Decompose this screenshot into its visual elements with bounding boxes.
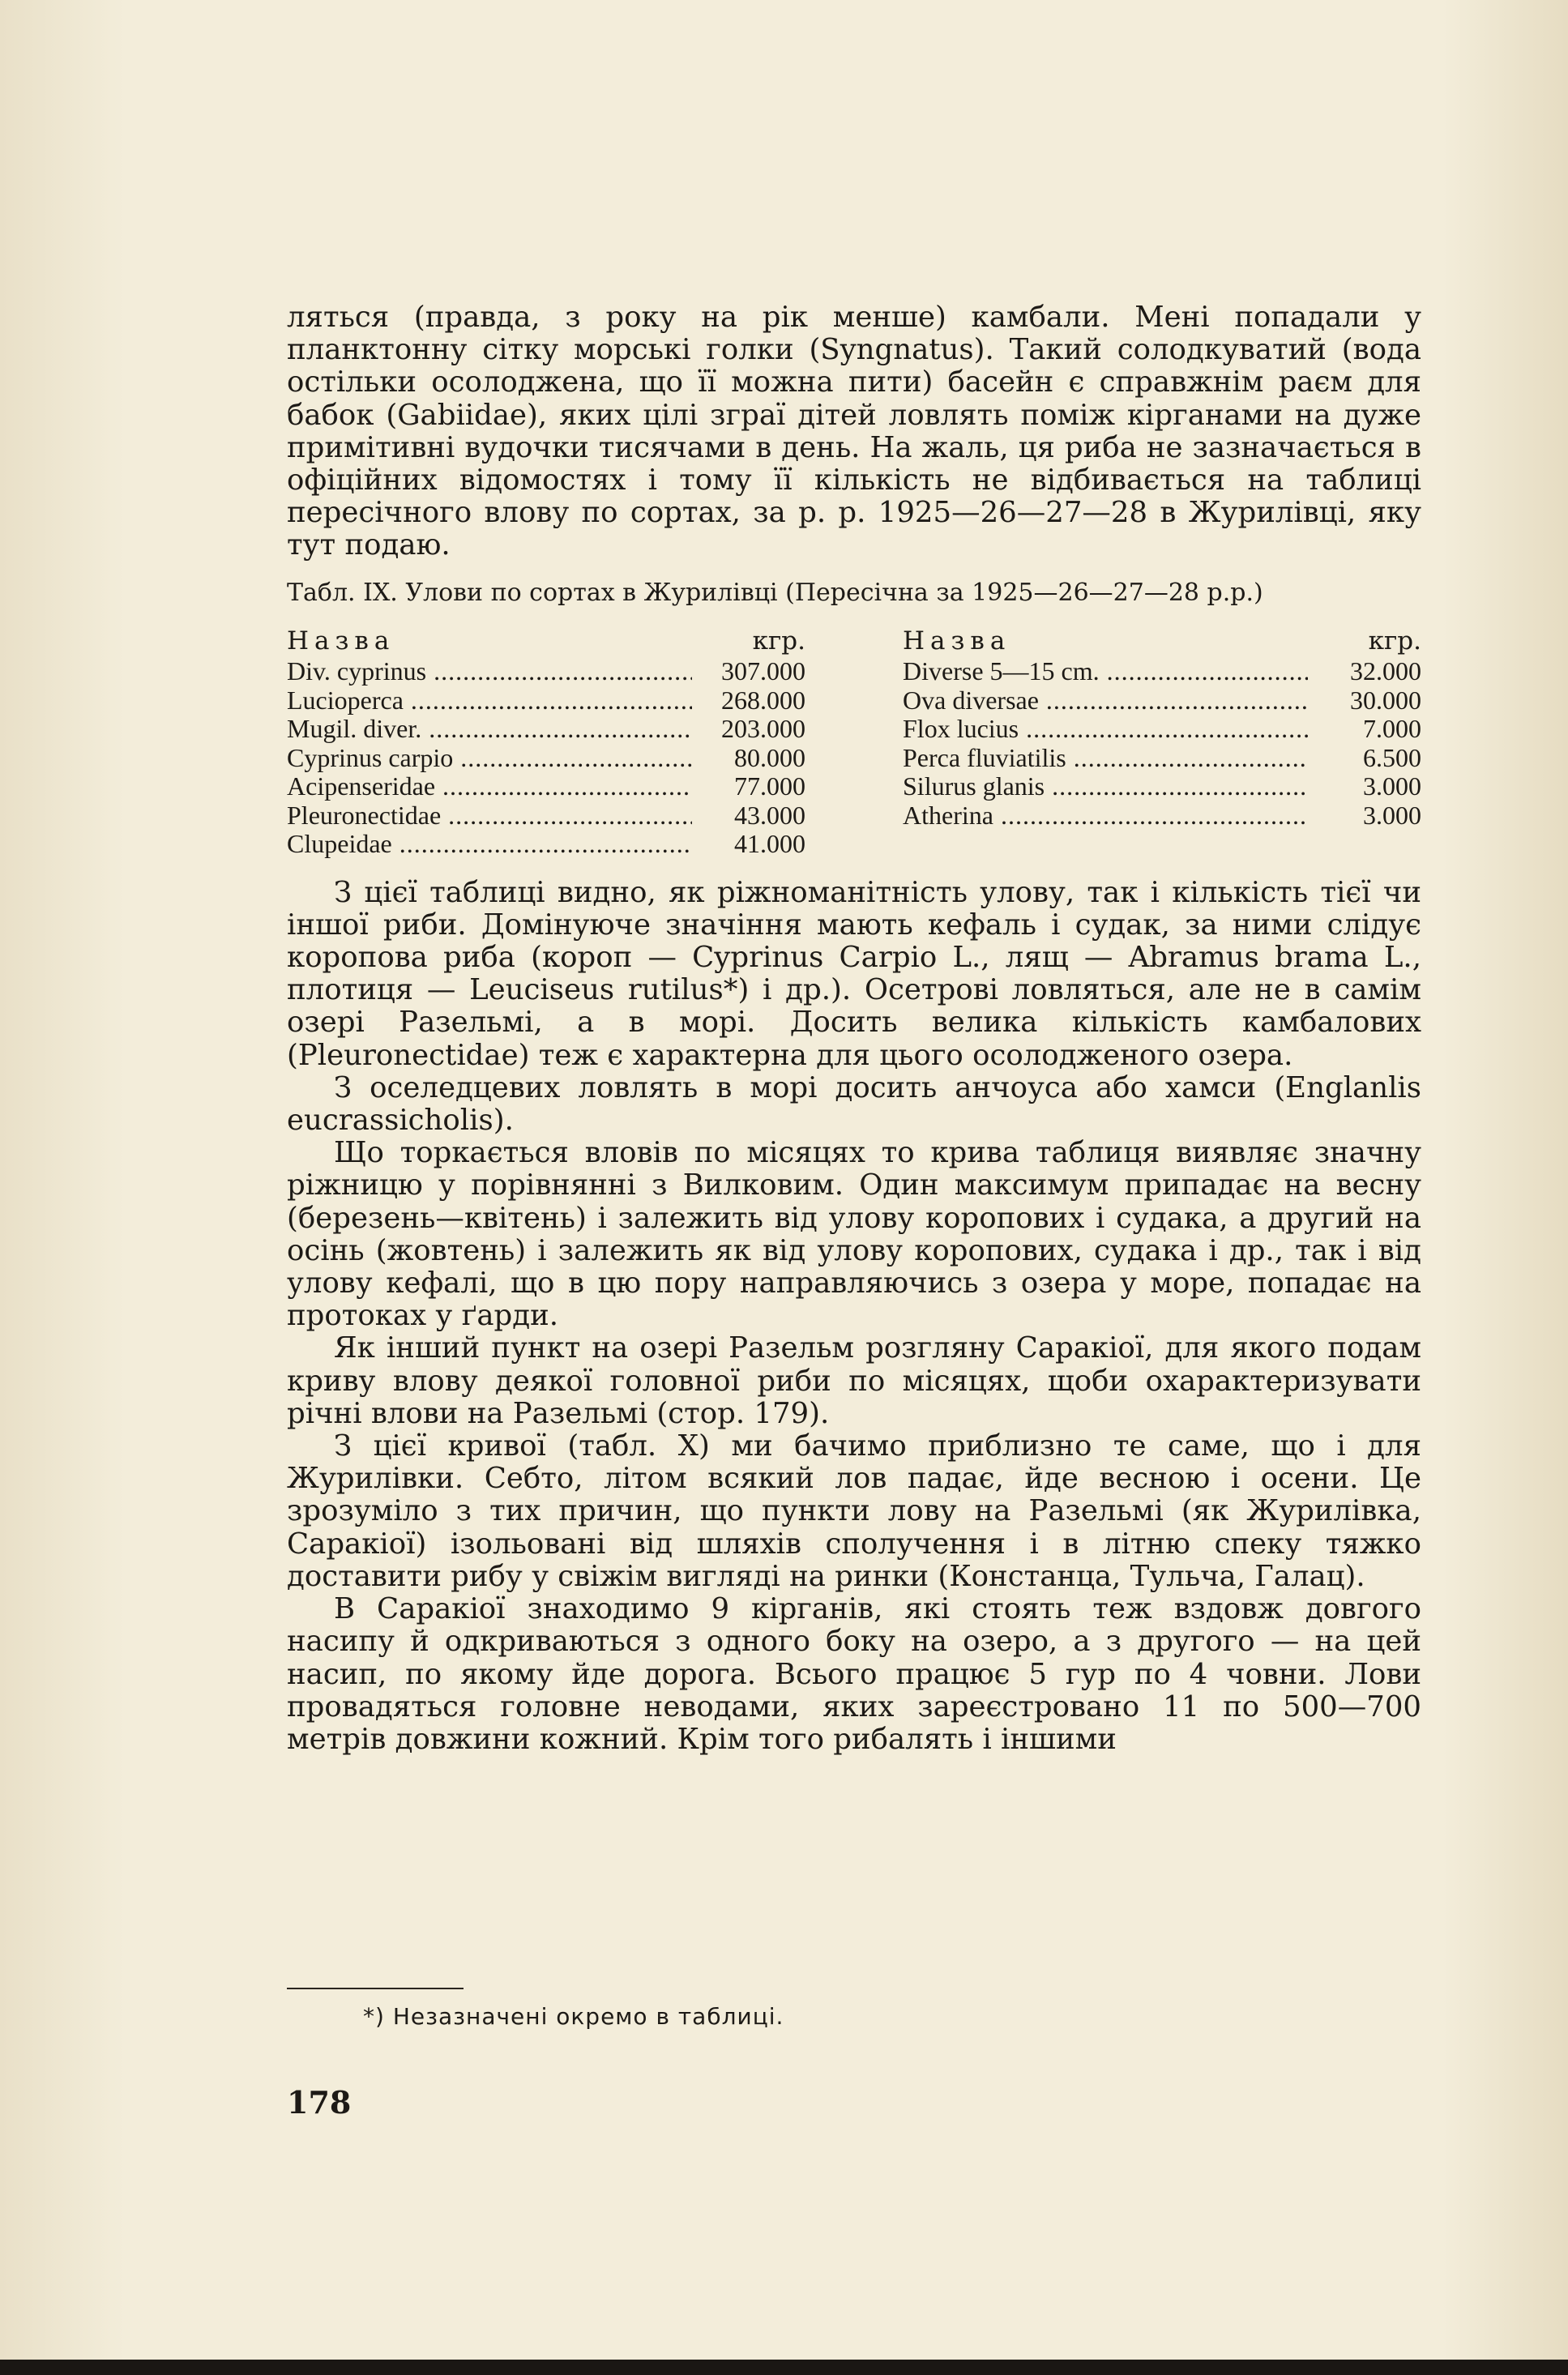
text-column — [287, 301, 1421, 1756]
species-name: Diverse 5—15 cm. ..... — [903, 657, 1308, 686]
catch-value: 77.000 — [734, 771, 805, 801]
paragraph-1: ляться (правда, з року на рік менше) камбали. Мені попадали у планктонну сітку морські голки (Syngnatus). Такий солодкуватий (вода остільки осолоджена, що її можна пити) басейн є справжнім раєм для бабок (Gabiidae), яких цілі зграї дітей ловлять поміж кірганами на дуже примітивні вудочки тисячами в день. На жаль, ця риба не зазначається в офіційних відомостях і тому її кількість не відбивається на таблиці пересічного влову по сортах, за р. р. 1925—26—27—28 в Журилівці, яку тут подаю. — [287, 301, 1421, 562]
paragraph-4: Що торкається вловів по місяцях то крива таблиця виявляє значну ріжницю у порівнянні з Вилковим. Один максимум припадає на весну (березень—квітень) і залежить від улову коропових і судака, а другий на осінь (жовтень) і залежить як від улову коропових, судака і др., так і від улову кефалі, що в цю пору направляючись з озера у море, попадає на протоках у ґарди. — [287, 1136, 1421, 1333]
header-name: Назва — [287, 626, 395, 656]
footnote: *) Незазначені окремо в таблиці. — [363, 2003, 784, 2030]
table-row — [287, 830, 805, 859]
catch-value: 80.000 — [734, 742, 805, 772]
table-header-right — [903, 627, 1421, 656]
species-name: Perca fluviatilis ..... — [903, 744, 1308, 773]
species-name: Cyprinus carpio ..... — [287, 744, 692, 773]
catch-value: 30.000 — [1350, 685, 1421, 715]
species-name: Atherina ..... — [903, 801, 1308, 831]
paragraph-2: З цієї таблиці видно, як ріжноманітність улову, так і кількість тієї чи іншої риби. Домінуюче значіння мають кефаль і судак, за ними слідує коропова риба (короп — Cyprinus Carpio L., лящ — Abramus brama L., плотиця — Leuciseus rutilus*) і др.). Осетрові ловляться, але не в самім озері Разельмі, а в морі. Досить велика кількість камбалових (Pleuronectidae) теж є характерна для цього осолодженого озера. — [287, 875, 1421, 1072]
table-header-left — [287, 627, 805, 656]
footnote-divider — [287, 1988, 464, 1989]
header-unit: кгр. — [752, 626, 805, 656]
table-row — [903, 686, 1421, 715]
header-name: Назва — [903, 626, 1011, 656]
table-row — [287, 686, 805, 715]
table-row — [903, 772, 1421, 801]
species-name: Div. cyprinus ..... — [287, 657, 692, 686]
catch-value: 3.000 — [1363, 771, 1421, 801]
table-row — [287, 715, 805, 744]
table-row — [903, 715, 1421, 744]
catch-value: 268.000 — [721, 685, 805, 715]
species-name: Mugil. diver. ..... — [287, 715, 692, 744]
table-caption: Табл. IX. Улови по сортах в Журилівці (Пересічна за 1925—26—27—28 р.р.) — [287, 578, 1263, 607]
species-name: Silurus glanis ..... — [903, 772, 1308, 801]
table-row — [903, 801, 1421, 831]
header-unit: кгр. — [1368, 626, 1421, 656]
catch-value: 6.500 — [1363, 742, 1421, 772]
table-row — [287, 744, 805, 773]
species-name: Acipenseridae ..... — [287, 772, 692, 801]
paragraph-6: З цієї кривої (табл. X) ми бачимо приблизно те саме, що і для Журилівки. Себто, літом всякий лов падає, йде весною і осени. Це зрозуміло з тих причин, що пункти лову на Разельмі (як Журилівка, Саракіої) ізольовані від шляхів сполучення і в літню спеку тяжко доставити рибу у свіжім вигляді на ринки (Констанца, Тульча, Галац). — [287, 1429, 1421, 1593]
scan-edge — [0, 2360, 1568, 2375]
table-left-column — [287, 627, 805, 859]
table-row — [287, 657, 805, 686]
species-name: Ova diversae ..... — [903, 686, 1308, 715]
catch-table — [287, 627, 1421, 859]
table-right-column — [903, 627, 1421, 859]
table-row — [287, 772, 805, 801]
catch-value: 32.000 — [1350, 656, 1421, 686]
catch-value: 43.000 — [734, 800, 805, 830]
species-name: Flox lucius ..... — [903, 715, 1308, 744]
paragraph-7: В Саракіої знаходимо 9 кірганів, які стоять теж вздовж довгого насипу й одкриваються з одного боку на озеро, а з другого — на цей насип, по якому йде дорога. Всього працює 5 гур по 4 човни. Лови провадяться головне неводами, яких зареєстровано 11 по 500—700 метрів довжини кожний. Крім того рибалять і іншими — [287, 1592, 1421, 1756]
species-name: Clupeidae ..... — [287, 830, 692, 859]
species-name: Pleuronectidae ..... — [287, 801, 692, 831]
catch-value: 3.000 — [1363, 800, 1421, 830]
paragraph-3: З оселедцевих ловлять в морі досить анчоуса або хамси (Englanlis eucrassicholis). — [287, 1070, 1421, 1138]
catch-value: 41.000 — [734, 829, 805, 859]
table-row — [287, 801, 805, 831]
species-name: Lucioperca ..... — [287, 686, 692, 715]
page-number: 178 — [287, 2084, 352, 2121]
catch-value: 7.000 — [1363, 714, 1421, 744]
catch-value: 307.000 — [721, 656, 805, 686]
paragraph-5: Як інший пункт на озері Разельм розгляну Саракіої, для якого подам криву влову деякої головної риби по місяцях, щоби охарактеризувати річні влови на Разельмі (стор. 179). — [287, 1331, 1421, 1430]
table-row — [903, 744, 1421, 773]
table-row — [903, 657, 1421, 686]
catch-value: 203.000 — [721, 714, 805, 744]
